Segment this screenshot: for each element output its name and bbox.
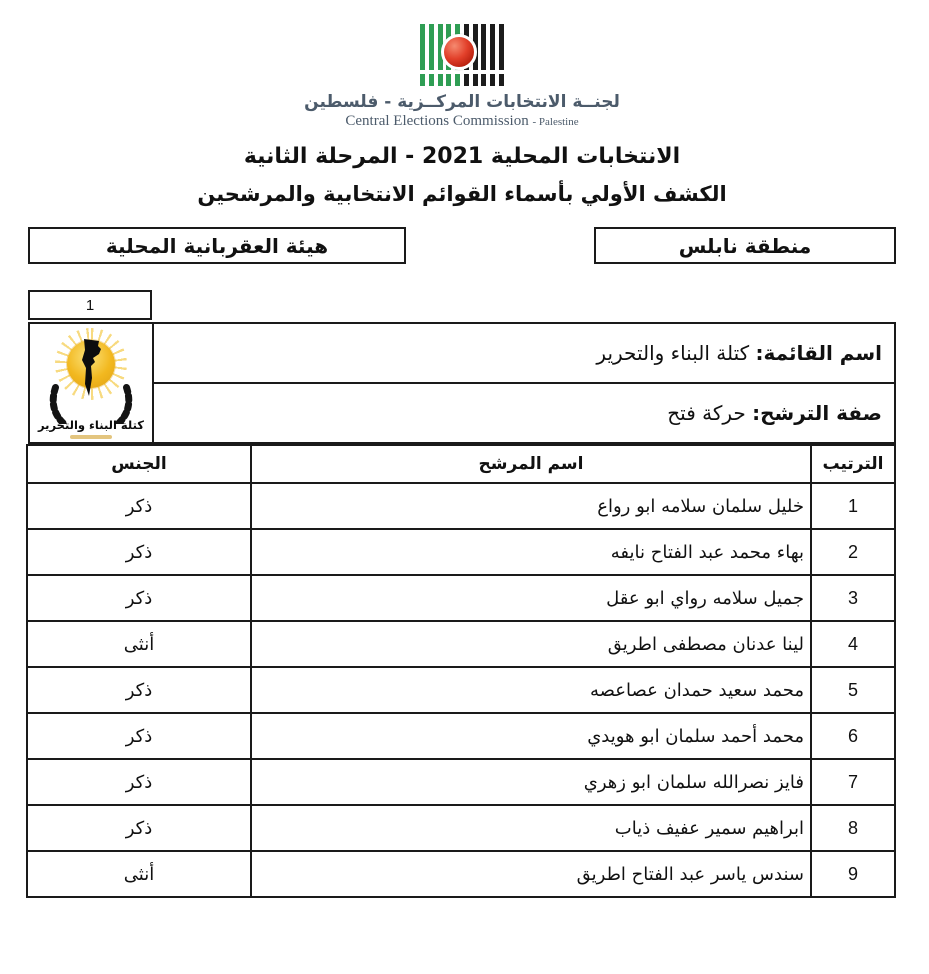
candidate-name: جميل سلامه رواي ابو عقل [251, 575, 811, 621]
document-title-line2: الكشف الأولي بأسماء القوائم الانتخابية والمرشحين [197, 182, 727, 206]
candidate-rank: 3 [811, 575, 895, 621]
candidate-row [27, 805, 895, 851]
list-name-value: كتلة البناء والتحرير [596, 341, 750, 365]
candidate-row [27, 713, 895, 759]
bloc-logo-slogan [70, 435, 112, 439]
candidate-name: ابراهيم سمير عفيف ذياب [251, 805, 811, 851]
candidate-gender: ذكر [27, 713, 251, 759]
candidate-row [27, 759, 895, 805]
list-name-cell [153, 323, 895, 383]
document-title-line1: الانتخابات المحلية 2021 - المرحلة الثانية [243, 144, 681, 169]
candidate-rank: 5 [811, 667, 895, 713]
candidate-row [27, 575, 895, 621]
candidate-rank: 9 [811, 851, 895, 897]
candidate-gender: ذكر [27, 483, 251, 529]
candidate-name: فايز نصرالله سلمان ابو زهري [251, 759, 811, 805]
candidate-name: محمد أحمد سلمان ابو هويدي [251, 713, 811, 759]
candidate-row [27, 483, 895, 529]
candidate-gender: ذكر [27, 529, 251, 575]
candidate-row [27, 851, 895, 897]
org-name-english [28, 113, 896, 130]
candidate-gender: ذكر [27, 575, 251, 621]
candidate-row [27, 667, 895, 713]
cec-header [28, 24, 896, 130]
list-info-table [28, 322, 896, 444]
candidate-name: بهاء محمد عبد الفتاح نايفه [251, 529, 811, 575]
candidates-header-row [27, 445, 895, 483]
candidate-rank: 8 [811, 805, 895, 851]
cec-logo-gap [420, 70, 504, 74]
org-name-arabic: لجنــة الانتخابات المركــزية - فلسطين [304, 92, 620, 112]
affiliation-cell [153, 383, 895, 443]
candidate-rank: 1 [811, 483, 895, 529]
candidate-rank: 6 [811, 713, 895, 759]
candidate-rank: 2 [811, 529, 895, 575]
header-gender: الجنس [27, 445, 251, 483]
candidate-name: محمد سعيد حمدان عصاعصه [251, 667, 811, 713]
candidate-gender: ذكر [27, 667, 251, 713]
candidates-table [26, 444, 896, 898]
candidate-rank: 7 [811, 759, 895, 805]
candidate-gender: ذكر [27, 759, 251, 805]
region-box: منطقة نابلس [594, 227, 896, 264]
list-name-label: اسم القائمة: [755, 341, 882, 365]
candidates-body [27, 483, 895, 897]
list-number-row [28, 290, 896, 320]
header-rank: الترتيب [811, 445, 895, 483]
affiliation-label: صفة الترشح: [752, 401, 882, 425]
cec-logo-red-ball-icon [441, 34, 477, 70]
candidate-gender: أنثى [27, 851, 251, 897]
org-name-english-main: Central Elections Commission [345, 113, 529, 129]
candidate-name: سندس ياسر عبد الفتاح اطريق [251, 851, 811, 897]
affiliation-value: حركة فتح [667, 401, 746, 425]
bloc-logo-icon [30, 324, 152, 442]
bloc-logo-name: كتلة البناء والتحرير [38, 418, 144, 432]
region-authority-row [28, 227, 896, 264]
candidate-row [27, 529, 895, 575]
bloc-logo-cell [29, 323, 153, 443]
org-name-english-suffix: - Palestine [532, 116, 579, 128]
candidate-rank: 4 [811, 621, 895, 667]
authority-box: هيئة العقربانية المحلية [28, 227, 406, 264]
candidate-name: لينا عدنان مصطفى اطريق [251, 621, 811, 667]
candidate-name: خليل سلمان سلامه ابو رواع [251, 483, 811, 529]
cec-logo-icon [420, 24, 504, 86]
header-name: اسم المرشح [251, 445, 811, 483]
candidate-gender: أنثى [27, 621, 251, 667]
candidate-row [27, 621, 895, 667]
candidate-gender: ذكر [27, 805, 251, 851]
list-number-box: 1 [28, 290, 152, 320]
